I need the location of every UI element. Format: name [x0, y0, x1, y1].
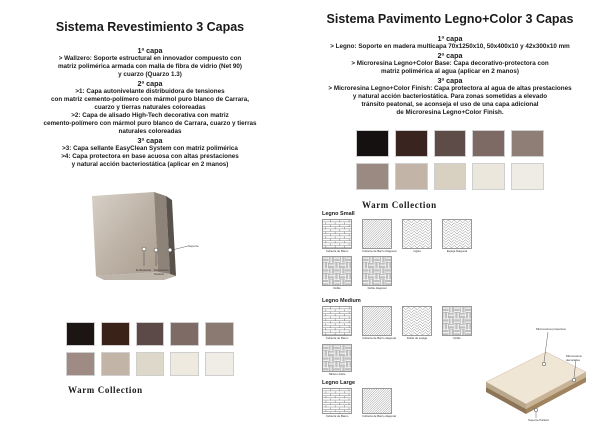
floor-layers-diagram [476, 322, 600, 422]
label-estructura: Estructura y Textura [154, 268, 171, 276]
pattern-small-0 [322, 219, 352, 253]
color-swatch [472, 130, 505, 157]
pattern-label: Doble diagonal [367, 286, 387, 290]
color-swatch [356, 130, 389, 157]
description-line: >3: Capa sellante EasyClean System con matriz polimérica [62, 145, 238, 152]
description-line: tránsito peatonal, se aconseja el uso de una capa adicional [361, 101, 539, 108]
pattern-large-0 [322, 388, 352, 418]
pattern-medium-0 [322, 306, 352, 340]
pattern-medium-2 [402, 306, 432, 340]
pattern-small-5 [362, 256, 392, 290]
pattern-label: Cubierta de Barco [325, 336, 349, 340]
layer-heading: 2ª capa [437, 51, 463, 60]
description-line: > Legno: Soporte en madera multicapa 70x1250x10, 50x400x10 y 42x300x10 mm [330, 43, 570, 50]
right-swatch-grid [356, 130, 544, 190]
description-line: de Microresina Legno+Color Finish. [396, 109, 504, 116]
description-line: y natural acción bacteriostática. Para zonas sometidas a elevado [352, 93, 548, 100]
description-line: naturales coloreadas [118, 128, 182, 135]
pattern-label: Doble [333, 286, 341, 290]
color-swatch [511, 163, 544, 190]
pattern-small-4 [322, 256, 352, 290]
label-soporte: Soporte [188, 244, 199, 248]
right-panel [300, 0, 600, 424]
color-swatch [472, 163, 505, 190]
legno-large-title: Legno Large [322, 380, 356, 386]
description-line: y natural acción bacteriostática (aplicar en 2 manos) [71, 161, 229, 168]
description-line: >4: Capa protectora en base acuosa con altas prestaciones [61, 153, 239, 160]
label-embasante: Embasante [136, 268, 152, 272]
pattern-large-1 [362, 388, 396, 418]
color-swatch [434, 163, 467, 190]
label-microresina-finish: Microresina protectora [536, 327, 566, 331]
left-description [4, 46, 296, 169]
layer-heading: 1ª capa [137, 46, 163, 55]
pattern-medium-extra [322, 344, 352, 376]
right-description [304, 34, 596, 117]
color-swatch [66, 322, 95, 346]
color-swatch [205, 322, 234, 346]
color-swatch [170, 322, 199, 346]
color-swatch [136, 322, 165, 346]
color-swatch [395, 163, 428, 190]
description-line: matriz polimérica al agua (aplicar en 2 manos) [381, 68, 519, 75]
layer-heading: 3ª capa [137, 136, 163, 145]
color-swatch [395, 130, 428, 157]
color-swatch [101, 322, 130, 346]
description-line: con matriz cemento-polímero con mármol puro blanco de Carrara, [50, 96, 250, 103]
description-line: matriz polimérica armada con malla de fibra de vidrio (Net 90) [57, 63, 243, 70]
pattern-label: Cubierta de Barco Diagonal [362, 249, 397, 253]
description-line: > Wallzero: Soporte estructural en innovador compuesto con [58, 55, 242, 62]
left-swatch-grid [66, 322, 234, 376]
left-collection-title: Warm Collection [68, 385, 143, 395]
color-swatch [170, 352, 199, 376]
color-swatch [511, 130, 544, 157]
pattern-label: Cubierta de Barco [325, 414, 349, 418]
pattern-label: Doble [453, 336, 461, 340]
color-swatch [136, 352, 165, 376]
description-line: y cuarzo (Quarzo 1.3) [118, 71, 182, 78]
layer-heading: 2ª capa [137, 79, 163, 88]
pattern-small-3 [442, 219, 472, 253]
legno-small-title: Legno Small [322, 211, 355, 217]
layer-heading: 1ª capa [437, 34, 463, 43]
description-line: > Microresina Legno+Color Finish: Capa protectora al agua de altas prestaciones [328, 85, 572, 92]
pattern-label: Espiga Diagonal [446, 249, 468, 253]
legno-medium-title: Legno Medium [322, 298, 361, 304]
description-line: cuarzo y tierras naturales coloreadas [94, 104, 206, 111]
description-line: >1: Capa autonivelante distribuidora de tensiones [75, 88, 225, 95]
color-swatch [205, 352, 234, 376]
description-line: > Microresina Legno+Color Base: Capa decorativo-protectora con [351, 60, 549, 67]
left-title: Sistema Revestimiento 3 Capas [55, 20, 245, 34]
pattern-label: Cubierta de Barco [325, 249, 349, 253]
color-swatch [66, 352, 95, 376]
color-swatch [101, 352, 130, 376]
pattern-label: Cubierta de Barco diagonal [362, 414, 396, 418]
pattern-label: Doble de espiga [406, 336, 428, 340]
layer-heading: 3ª capa [437, 76, 463, 85]
label-microresina-base: Microresina decorativa [566, 354, 582, 362]
right-title: Sistema Pavimento Legno+Color 3 Capas [326, 12, 574, 26]
pattern-label: Inglés [413, 249, 421, 253]
description-line: >2: Capa de alisado High-Tech decorativa con matriz [71, 112, 229, 119]
pattern-medium-1 [362, 306, 396, 340]
description-line: cemento-polímero con mármol puro blanco de Carrara, cuarzo y tierras [43, 120, 257, 127]
right-collection-title: Warm Collection [362, 200, 437, 210]
pattern-small-2 [402, 219, 432, 253]
pattern-small-1 [362, 219, 396, 253]
color-swatch [356, 163, 389, 190]
color-swatch [434, 130, 467, 157]
pattern-label: Cubierta de Barco diagonal [362, 336, 396, 340]
label-soporte-parkett: Soporte Parkett [528, 418, 549, 422]
pattern-medium-3 [442, 306, 472, 340]
pattern-label: Tablero doble [328, 372, 346, 376]
